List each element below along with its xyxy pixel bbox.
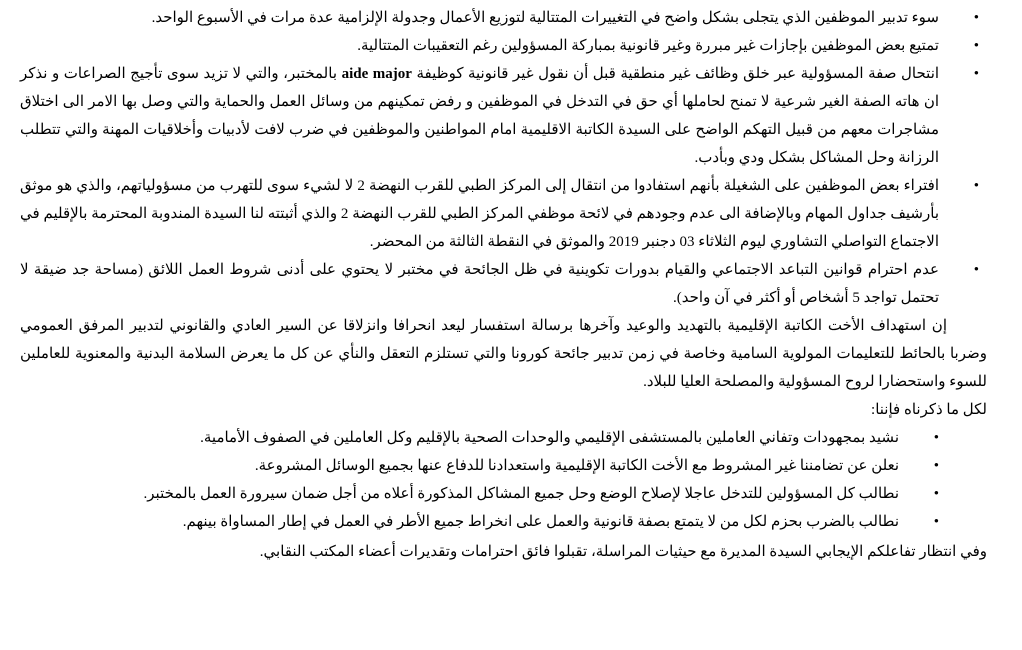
lead-in: لكل ما ذكرناه فإننا: [871,402,987,418]
list-item [20,60,987,172]
job-title-latin: aide major [341,66,412,82]
list-item-text: انتحال صفة المسؤولية عبر خلق وظائف غير منطقية قبل أن نقول غير قانونية كوظيفة [416,66,940,82]
list-item: • سوء تدبير الموظفين الذي يتجلى بشكل واضح في التغييرات المتتالية لتوزيع الأعمال وجدولة الإلزامية عدة مرات في الأسبوع الواحد. [20,4,987,32]
grievance-list [20,4,987,312]
list-item: • نعلن عن تضامننا غير المشروط مع الأخت الكاتبة الإقليمية واستعدادنا للدفاع عنها بجميع الوسائل المشروعة. [20,452,947,480]
demands-list [20,424,987,536]
list-item: • افتراء بعض الموظفين على الشغيلة بأنهم استفادوا من انتقال إلى المركز الطبي للقرب النهضة 2 لا لشيء سوى للتهرب من مسؤولياتهم، والذي هو موثق بأرشيف جداول المهام وبالإضافة الى عدم وجودهم في لائحة موظفي المركز الطبي للقرب النهضة 2 والذي أثبتته لنا السيدة المندوبة المحترمة بالإقليم في الاجتماع التواصلي التشاوري ليوم الثلاثاء 03 دجنبر 2019 والموثق في النقطة الثالثة من المحضر. [20,172,987,256]
list-item-text: بالمختبر، والتي لا تزيد سوى تأجيج الصراعات و نذكر ان هاته الصفة الغير شرعية لا تمنح لحاملها أي حق في التدخل في الموظفين و رفض تمكينهم من وسائل العمل والحماية والتي وصل بها الامر الى اختلاق مشاجرات معهم من قبيل التهكم الواضح على السيدة الكاتبة الاقليمية امام المواطنين والموظفين في ضرب لافت لأدبيات وأخلاقيات المهنة والتي تتطلب الرزانة وحل المشاكل بشكل ودي وبأدب. [20,66,939,166]
body-paragraph: إن استهداف الأخت الكاتبة الإقليمية بالتهديد والوعيد وآخرها برسالة استفسار ليعد انحرافا وانزلاقا عن السير العادي والقانوني لتدبير المرفق العمومي وضربا بالحائط للتعليمات المولوية السامية وخاصة في زمن تدبير جائحة كورونا والتي تستلزم التعقل والنأي عن كل ما يعرض السلامة البدنية والمعنوية للعاملين للسوء واستحضارا لروح المسؤولية والمصلحة العليا للبلاد. [20,318,987,390]
list-item: • نطالب بالضرب بحزم لكل من لا يتمتع بصفة قانونية والعمل على انخراط جميع الأطر في العمل في إطار المساواة بينهم. [20,508,947,536]
closing-paragraph: وفي انتظار تفاعلكم الإيجابي السيدة المديرة مع حيثيات المراسلة، تقبلوا فائق احترامات وتقديرات أعضاء المكتب النقابي. [259,544,987,560]
list-item: • نشيد بمجهودات وتفاني العاملين بالمستشفى الإقليمي والوحدات الصحية بالإقليم وكل العاملين في الصفوف الأمامية. [20,424,947,452]
list-item: • نطالب كل المسؤولين للتدخل عاجلا لإصلاح الوضع وحل جميع المشاكل المذكورة أعلاه من أجل ضمان سيرورة العمل بالمختبر. [20,480,947,508]
list-item: • عدم احترام قوانين التباعد الاجتماعي والقيام بدورات تكوينية في ظل الجائحة في مختبر لا يحتوي على أدنى شروط العمل اللائق (مساحة جد ضيقة لا تحتمل تواجد 5 أشخاص أو أكثر في آن واحد). [20,256,987,312]
list-item: • تمتيع بعض الموظفين بإجازات غير مبررة وغير قانونية بمباركة المسؤولين رغم التعقيبات المتتالية. [20,32,987,60]
